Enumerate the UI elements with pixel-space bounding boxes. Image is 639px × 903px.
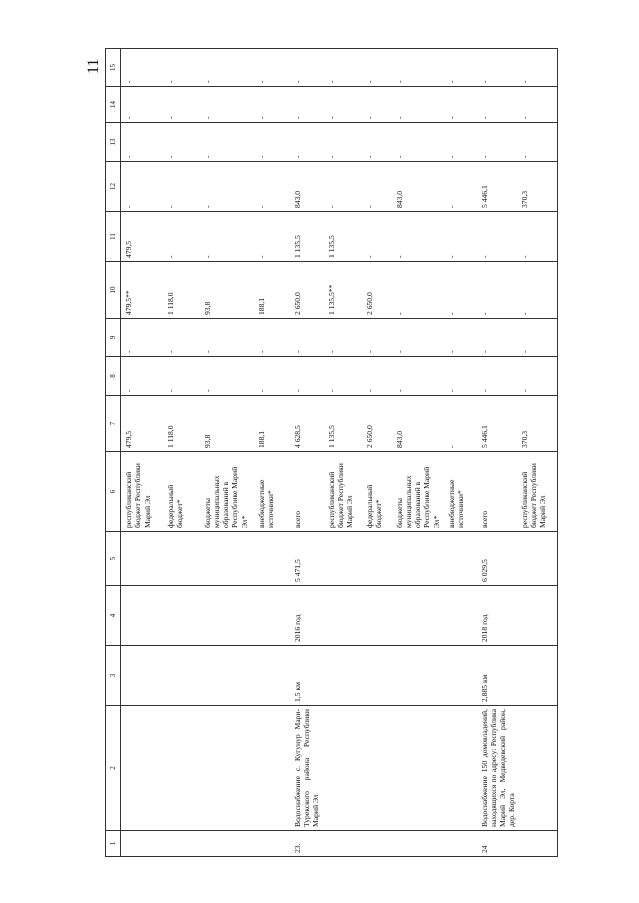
header-cell: 14 bbox=[106, 87, 121, 123]
row-number bbox=[200, 831, 254, 857]
row-number bbox=[121, 831, 163, 857]
header-cell: 13 bbox=[106, 123, 121, 162]
object-name: Водоснабжение 150 домовладений, находящихся по адресу: Республика Марий Эл, Медведевский район, дер. Корта bbox=[477, 706, 517, 831]
commissioning-year bbox=[200, 586, 254, 646]
total-amount: 370,3 bbox=[517, 396, 558, 452]
capacity bbox=[254, 646, 290, 706]
amount-2020: - bbox=[517, 49, 558, 87]
amount-2016: - bbox=[392, 212, 444, 262]
amount-2017: - bbox=[254, 162, 290, 212]
amount-2019: - bbox=[444, 87, 477, 123]
header-cell: 5 bbox=[106, 532, 121, 586]
table-row bbox=[200, 49, 254, 857]
funding-source: федеральный бюджет* bbox=[163, 452, 200, 532]
amount-2014: - bbox=[290, 319, 324, 357]
amount-2019: - bbox=[477, 87, 517, 123]
amount-2017: - bbox=[324, 162, 362, 212]
amount-2019: - bbox=[290, 87, 324, 123]
commissioning-year bbox=[517, 586, 558, 646]
capacity bbox=[362, 646, 392, 706]
amount-2013: - bbox=[362, 357, 392, 396]
row-number bbox=[362, 831, 392, 857]
amount-2017: 370,3 bbox=[517, 162, 558, 212]
amount-2018: - bbox=[290, 123, 324, 162]
amount-2017: 5 446,1 bbox=[477, 162, 517, 212]
amount-2016: - bbox=[163, 212, 200, 262]
table-row bbox=[163, 49, 200, 857]
amount-2016: - bbox=[200, 212, 254, 262]
total-amount: 479,5 bbox=[121, 396, 163, 452]
amount-2018: - bbox=[477, 123, 517, 162]
amount-2013: - bbox=[444, 357, 477, 396]
object-name: Водоснабжение с. Кугунур Мари-Турекского района Республики Марий Эл bbox=[290, 706, 324, 831]
amount-2020: - bbox=[121, 49, 163, 87]
row-number bbox=[517, 831, 558, 857]
amount-2017: - bbox=[444, 162, 477, 212]
estimated-cost bbox=[200, 532, 254, 586]
amount-2015: 1 118,0 bbox=[163, 262, 200, 319]
amount-2020: - bbox=[444, 49, 477, 87]
funding-source: республиканский бюджет Республики Марий Эл bbox=[324, 452, 362, 532]
funding-source: всего bbox=[477, 452, 517, 532]
funding-source: республиканский бюджет Республики Марий Эл bbox=[121, 452, 163, 532]
estimated-cost bbox=[121, 532, 163, 586]
estimated-cost bbox=[444, 532, 477, 586]
total-amount: 843,0 bbox=[392, 396, 444, 452]
table-row bbox=[254, 49, 290, 857]
table-row bbox=[392, 49, 444, 857]
estimated-cost bbox=[163, 532, 200, 586]
amount-2013: - bbox=[121, 357, 163, 396]
row-number bbox=[444, 831, 477, 857]
amount-2014: - bbox=[392, 319, 444, 357]
total-amount: 5 446,1 bbox=[477, 396, 517, 452]
amount-2020: - bbox=[254, 49, 290, 87]
header-cell: 9 bbox=[106, 319, 121, 357]
total-amount: 4 628,5 bbox=[290, 396, 324, 452]
estimated-cost bbox=[324, 532, 362, 586]
amount-2018: - bbox=[392, 123, 444, 162]
amount-2020: - bbox=[163, 49, 200, 87]
amount-2020: - bbox=[290, 49, 324, 87]
amount-2015: - bbox=[477, 262, 517, 319]
commissioning-year: 2018 год bbox=[477, 586, 517, 646]
total-amount: 93,8 bbox=[200, 396, 254, 452]
amount-2016: - bbox=[517, 212, 558, 262]
header-cell: 4 bbox=[106, 586, 121, 646]
amount-2014: - bbox=[163, 319, 200, 357]
amount-2018: - bbox=[163, 123, 200, 162]
header-cell: 3 bbox=[106, 646, 121, 706]
amount-2015: - bbox=[517, 262, 558, 319]
amount-2015: 188,1 bbox=[254, 262, 290, 319]
page-number: 11 bbox=[85, 58, 102, 74]
object-name bbox=[444, 706, 477, 831]
commissioning-year bbox=[324, 586, 362, 646]
estimated-cost bbox=[254, 532, 290, 586]
amount-2016: - bbox=[254, 212, 290, 262]
amount-2018: - bbox=[324, 123, 362, 162]
rotated-sheet bbox=[105, 49, 553, 857]
capacity bbox=[163, 646, 200, 706]
amount-2017: - bbox=[200, 162, 254, 212]
object-name bbox=[517, 706, 558, 831]
amount-2018: - bbox=[362, 123, 392, 162]
table-row bbox=[362, 49, 392, 857]
amount-2019: - bbox=[517, 87, 558, 123]
amount-2015: 2 650,0 bbox=[362, 262, 392, 319]
amount-2013: - bbox=[200, 357, 254, 396]
amount-2017: - bbox=[163, 162, 200, 212]
amount-2014: - bbox=[517, 319, 558, 357]
funding-source: внебюджетные источники* bbox=[254, 452, 290, 532]
amount-2020: - bbox=[477, 49, 517, 87]
amount-2018: - bbox=[200, 123, 254, 162]
total-amount: 1 118,0 bbox=[163, 396, 200, 452]
amount-2018: - bbox=[517, 123, 558, 162]
amount-2017: - bbox=[362, 162, 392, 212]
amount-2016: - bbox=[477, 212, 517, 262]
capacity bbox=[517, 646, 558, 706]
row-number bbox=[254, 831, 290, 857]
row-number bbox=[392, 831, 444, 857]
table-row bbox=[517, 49, 558, 857]
amount-2018: - bbox=[444, 123, 477, 162]
header-cell: 7 bbox=[106, 396, 121, 452]
commissioning-year bbox=[444, 586, 477, 646]
funding-source: бюджеты муниципальных образований в Республике Марий Эл* bbox=[200, 452, 254, 532]
amount-2019: - bbox=[324, 87, 362, 123]
commissioning-year bbox=[362, 586, 392, 646]
row-number: 23. bbox=[290, 831, 324, 857]
estimated-cost bbox=[392, 532, 444, 586]
amount-2017: 843,0 bbox=[392, 162, 444, 212]
commissioning-year bbox=[254, 586, 290, 646]
funding-table bbox=[105, 48, 558, 857]
total-amount: 2 650,0 bbox=[362, 396, 392, 452]
estimated-cost bbox=[362, 532, 392, 586]
amount-2015: - bbox=[444, 262, 477, 319]
amount-2015: - bbox=[392, 262, 444, 319]
amount-2013: - bbox=[477, 357, 517, 396]
amount-2015: 2 650,0 bbox=[290, 262, 324, 319]
amount-2020: - bbox=[200, 49, 254, 87]
total-amount: 188,1 bbox=[254, 396, 290, 452]
object-name bbox=[121, 706, 163, 831]
object-name bbox=[200, 706, 254, 831]
header-cell: 10 bbox=[106, 262, 121, 319]
amount-2020: - bbox=[392, 49, 444, 87]
capacity bbox=[324, 646, 362, 706]
amount-2020: - bbox=[362, 49, 392, 87]
funding-source: всего bbox=[290, 452, 324, 532]
estimated-cost: 5 471,5 bbox=[290, 532, 324, 586]
amount-2019: - bbox=[362, 87, 392, 123]
header-cell: 15 bbox=[106, 49, 121, 87]
estimated-cost bbox=[517, 532, 558, 586]
object-name bbox=[254, 706, 290, 831]
amount-2019: - bbox=[200, 87, 254, 123]
commissioning-year: 2016 год bbox=[290, 586, 324, 646]
table-row bbox=[477, 49, 517, 857]
amount-2016: - bbox=[362, 212, 392, 262]
amount-2014: - bbox=[200, 319, 254, 357]
amount-2019: - bbox=[121, 87, 163, 123]
amount-2013: - bbox=[254, 357, 290, 396]
total-amount: 1 135,5 bbox=[324, 396, 362, 452]
amount-2020: - bbox=[324, 49, 362, 87]
capacity: 2,885 км bbox=[477, 646, 517, 706]
object-name bbox=[362, 706, 392, 831]
header-cell: 8 bbox=[106, 357, 121, 396]
amount-2019: - bbox=[392, 87, 444, 123]
row-number bbox=[324, 831, 362, 857]
amount-2013: - bbox=[392, 357, 444, 396]
commissioning-year bbox=[392, 586, 444, 646]
table-row bbox=[324, 49, 362, 857]
amount-2019: - bbox=[254, 87, 290, 123]
table-row bbox=[290, 49, 324, 857]
amount-2019: - bbox=[163, 87, 200, 123]
amount-2015: 1 135,5** bbox=[324, 262, 362, 319]
funding-source: республиканский бюджет Республики Марий Эл bbox=[517, 452, 558, 532]
object-name bbox=[163, 706, 200, 831]
commissioning-year bbox=[121, 586, 163, 646]
amount-2015: 93,8 bbox=[200, 262, 254, 319]
total-amount: - bbox=[444, 396, 477, 452]
amount-2014: - bbox=[254, 319, 290, 357]
table-row bbox=[121, 49, 163, 857]
funding-source: бюджеты муниципальных образований в Республике Марий Эл* bbox=[392, 452, 444, 532]
amount-2014: - bbox=[444, 319, 477, 357]
header-cell: 2 bbox=[106, 706, 121, 831]
row-number bbox=[163, 831, 200, 857]
amount-2017: 843,0 bbox=[290, 162, 324, 212]
amount-2015: 479,5** bbox=[121, 262, 163, 319]
amount-2014: - bbox=[121, 319, 163, 357]
amount-2018: - bbox=[254, 123, 290, 162]
amount-2014: - bbox=[362, 319, 392, 357]
capacity bbox=[200, 646, 254, 706]
funding-source: внебюджетные источники* bbox=[444, 452, 477, 532]
estimated-cost: 6 029,5 bbox=[477, 532, 517, 586]
object-name bbox=[324, 706, 362, 831]
amount-2013: - bbox=[324, 357, 362, 396]
capacity: 1,5 км bbox=[290, 646, 324, 706]
table-row bbox=[444, 49, 477, 857]
header-cell: 11 bbox=[106, 212, 121, 262]
amount-2016: 479,5 bbox=[121, 212, 163, 262]
amount-2014: - bbox=[477, 319, 517, 357]
amount-2014: - bbox=[324, 319, 362, 357]
capacity bbox=[121, 646, 163, 706]
amount-2013: - bbox=[290, 357, 324, 396]
amount-2018: - bbox=[121, 123, 163, 162]
object-name bbox=[392, 706, 444, 831]
amount-2013: - bbox=[163, 357, 200, 396]
header-row bbox=[106, 49, 121, 857]
commissioning-year bbox=[163, 586, 200, 646]
header-cell: 1 bbox=[106, 831, 121, 857]
amount-2016: 1 135,5 bbox=[290, 212, 324, 262]
amount-2017: - bbox=[121, 162, 163, 212]
capacity bbox=[444, 646, 477, 706]
amount-2013: - bbox=[517, 357, 558, 396]
capacity bbox=[392, 646, 444, 706]
amount-2016: 1 135,5 bbox=[324, 212, 362, 262]
header-cell: 12 bbox=[106, 162, 121, 212]
header-cell: 6 bbox=[106, 452, 121, 532]
funding-source: федеральный бюджет* bbox=[362, 452, 392, 532]
amount-2016: - bbox=[444, 212, 477, 262]
row-number: 24 bbox=[477, 831, 517, 857]
